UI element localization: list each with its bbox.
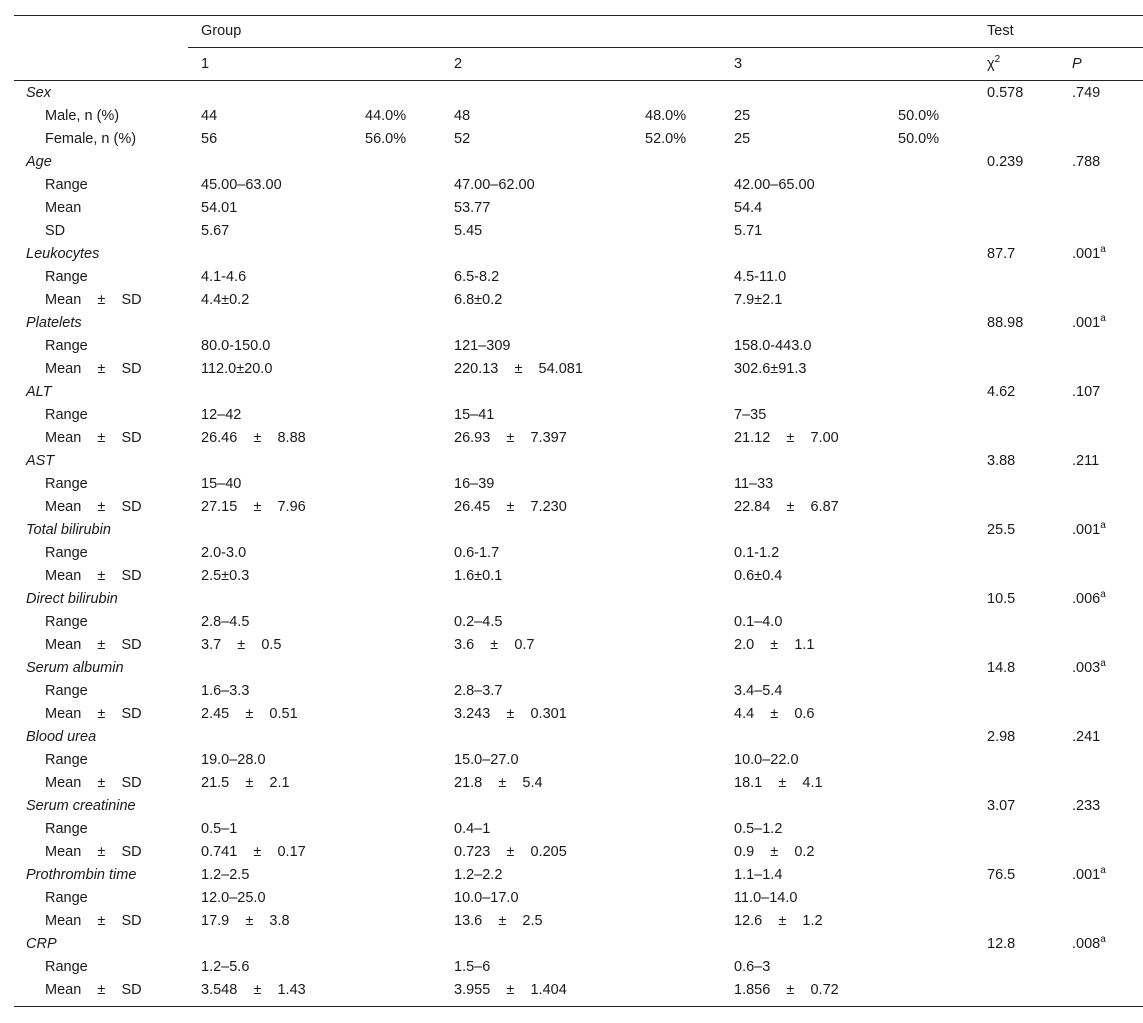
- row-label: Mean ± SD: [45, 775, 142, 791]
- category-label: Prothrombin time: [26, 867, 137, 883]
- chi-square-value: 76.5: [987, 867, 1016, 883]
- chi-square-value: 12.8: [987, 936, 1016, 952]
- group-3-value: 42.00–65.00: [734, 177, 815, 193]
- row-label: Mean ± SD: [45, 499, 142, 515]
- group-1-value: 56: [201, 131, 218, 147]
- group-1-percent: 56.0%: [365, 131, 407, 147]
- group-1-header: 1: [201, 56, 210, 72]
- group-1-value: 44: [201, 108, 218, 124]
- group-1-value: 26.46 ± 8.88: [201, 430, 306, 446]
- group-1-value: 2.0-3.0: [201, 545, 247, 561]
- group-1-value: 12–42: [201, 407, 242, 423]
- category-label: Platelets: [26, 315, 82, 331]
- group-2-value: 1.2–2.2: [454, 867, 503, 883]
- chi-square-value: 88.98: [987, 315, 1024, 331]
- group-3-value: 158.0-443.0: [734, 338, 812, 354]
- group-3-value: 0.9 ± 0.2: [734, 844, 815, 860]
- p-value-number: .001: [1072, 246, 1101, 262]
- group-2-value: 13.6 ± 2.5: [454, 913, 543, 929]
- p-value: [1072, 796, 1100, 816]
- row-label: Range: [45, 752, 88, 768]
- test-header: Test: [987, 23, 1014, 39]
- group-2-value: 15.0–27.0: [454, 752, 519, 768]
- row-label: SD: [45, 223, 66, 239]
- group-3-value: 25: [734, 131, 751, 147]
- group-1-value: 27.15 ± 7.96: [201, 499, 306, 515]
- group-2-value: 3.6 ± 0.7: [454, 637, 535, 653]
- group-3-value: 4.4 ± 0.6: [734, 706, 815, 722]
- row-label: Mean ± SD: [45, 913, 142, 929]
- p-value-number: .003: [1072, 660, 1101, 676]
- row-label: Mean ± SD: [45, 706, 142, 722]
- group-2-value: 3.243 ± 0.301: [454, 706, 567, 722]
- row-label: Mean ± SD: [45, 361, 142, 377]
- group-2-value: 52: [454, 131, 471, 147]
- p-value: [1072, 382, 1100, 402]
- row-label: Range: [45, 959, 88, 975]
- category-label: Total bilirubin: [26, 522, 111, 538]
- row-label: Male, n (%): [45, 108, 120, 124]
- chi-square-value: 87.7: [987, 246, 1016, 262]
- group-1-value: 3.7 ± 0.5: [201, 637, 282, 653]
- p-value-number: .241: [1072, 729, 1101, 745]
- p-value: [1072, 727, 1100, 747]
- group-2-value: 26.45 ± 7.230: [454, 499, 567, 515]
- group-3-value: 22.84 ± 6.87: [734, 499, 839, 515]
- chi-square-value: 14.8: [987, 660, 1016, 676]
- p-value-number: .001: [1072, 522, 1101, 538]
- chi-square-value: 0.239: [987, 154, 1024, 170]
- group-2-value: 220.13 ± 54.081: [454, 361, 583, 377]
- row-label: Mean ± SD: [45, 982, 142, 998]
- group-1-value: 5.67: [201, 223, 230, 239]
- p-value-number: .107: [1072, 384, 1101, 400]
- group-1-value: 112.0±20.0: [201, 361, 273, 377]
- row-label: Range: [45, 338, 88, 354]
- group-3-value: 10.0–22.0: [734, 752, 799, 768]
- row-label: Range: [45, 545, 88, 561]
- group-2-value: 0.6-1.7: [454, 545, 500, 561]
- group-2-value: 1.6±0.1: [454, 568, 503, 584]
- p-value: [1072, 313, 1106, 333]
- group-2-value: 5.45: [454, 223, 483, 239]
- p-value: [1072, 244, 1106, 264]
- significance-marker: a: [1100, 589, 1106, 600]
- header-bottom-rule: [14, 80, 1143, 81]
- group-3-percent: 50.0%: [898, 131, 940, 147]
- p-value: [1072, 589, 1106, 609]
- group-2-percent: 48.0%: [645, 108, 687, 124]
- group-2-value: 10.0–17.0: [454, 890, 519, 906]
- group-1-value: 3.548 ± 1.43: [201, 982, 306, 998]
- chi-square-value: 4.62: [987, 384, 1016, 400]
- group-3-value: 18.1 ± 4.1: [734, 775, 823, 791]
- group-1-value: 4.1-4.6: [201, 269, 247, 285]
- group-2-value: 26.93 ± 7.397: [454, 430, 567, 446]
- p-value-number: .008: [1072, 936, 1101, 952]
- group-2-value: 3.955 ± 1.404: [454, 982, 567, 998]
- row-label: Mean ± SD: [45, 637, 142, 653]
- row-label: Range: [45, 614, 88, 630]
- row-label: Female, n (%): [45, 131, 137, 147]
- category-label: Age: [26, 154, 52, 170]
- significance-marker: a: [1100, 658, 1106, 669]
- group-1-value: 12.0–25.0: [201, 890, 266, 906]
- group-header: Group: [201, 23, 242, 39]
- group-1-value: 21.5 ± 2.1: [201, 775, 290, 791]
- group-2-value: 15–41: [454, 407, 495, 423]
- significance-marker: a: [1100, 865, 1106, 876]
- chi-square-value: 3.07: [987, 798, 1016, 814]
- group-2-header: 2: [454, 56, 463, 72]
- group-3-value: 12.6 ± 1.2: [734, 913, 823, 929]
- bottom-rule: [14, 1006, 1143, 1007]
- group-3-value: 25: [734, 108, 751, 124]
- p-value-number: .001: [1072, 315, 1101, 331]
- row-label: Mean ± SD: [45, 292, 142, 308]
- category-label: CRP: [26, 936, 57, 952]
- group-1-value: 15–40: [201, 476, 242, 492]
- group-3-header: 3: [734, 56, 743, 72]
- significance-marker: a: [1100, 934, 1106, 945]
- group-2-value: 0.723 ± 0.205: [454, 844, 567, 860]
- group-2-value: 48: [454, 108, 471, 124]
- group-1-value: 0.741 ± 0.17: [201, 844, 306, 860]
- top-rule: [14, 15, 1143, 16]
- group-3-value: 11.0–14.0: [734, 890, 798, 906]
- group-3-value: 2.0 ± 1.1: [734, 637, 815, 653]
- group-2-value: 6.5-8.2: [454, 269, 500, 285]
- p-value: [1072, 520, 1106, 540]
- row-label: Range: [45, 177, 88, 193]
- group-1-value: 80.0-150.0: [201, 338, 271, 354]
- p-value-number: .211: [1072, 453, 1100, 469]
- row-label: Range: [45, 407, 88, 423]
- p-value-number: .001: [1072, 867, 1101, 883]
- group-1-value: 45.00–63.00: [201, 177, 282, 193]
- group-2-value: 21.8 ± 5.4: [454, 775, 543, 791]
- group-2-value: 1.5–6: [454, 959, 491, 975]
- p-value-number: .006: [1072, 591, 1101, 607]
- group-2-value: 0.2–4.5: [454, 614, 503, 630]
- group-3-value: 0.5–1.2: [734, 821, 783, 837]
- group-3-value: 302.6±91.3: [734, 361, 807, 377]
- p-value-number: .233: [1072, 798, 1101, 814]
- category-label: Serum albumin: [26, 660, 124, 676]
- p-value: [1072, 934, 1106, 954]
- p-value: [1072, 152, 1100, 172]
- row-label: Mean ± SD: [45, 568, 142, 584]
- row-label: Mean ± SD: [45, 844, 142, 860]
- row-label: Range: [45, 476, 88, 492]
- group-1-value: 2.5±0.3: [201, 568, 250, 584]
- p-value-header: P: [1072, 56, 1082, 72]
- significance-marker: a: [1100, 520, 1106, 531]
- category-label: Blood urea: [26, 729, 97, 745]
- row-label: Range: [45, 269, 88, 285]
- row-label: Range: [45, 890, 88, 906]
- group-3-value: 11–33: [734, 476, 774, 492]
- p-value: [1072, 658, 1106, 678]
- p-value-number: .749: [1072, 85, 1101, 101]
- chi-square-value: 10.5: [987, 591, 1016, 607]
- group-1-value: 1.2–2.5: [201, 867, 250, 883]
- group-1-value: 54.01: [201, 200, 238, 216]
- group-3-value: 4.5-11.0: [734, 269, 787, 285]
- test-underline: [977, 47, 1143, 48]
- group-2-value: 16–39: [454, 476, 495, 492]
- group-2-percent: 52.0%: [645, 131, 687, 147]
- category-label: Leukocytes: [26, 246, 100, 262]
- group-1-value: 4.4±0.2: [201, 292, 250, 308]
- p-value: [1072, 865, 1106, 885]
- group-3-value: 0.1–4.0: [734, 614, 783, 630]
- category-label: Serum creatinine: [26, 798, 136, 814]
- row-label: Mean: [45, 200, 82, 216]
- group-3-value: 7.9±2.1: [734, 292, 783, 308]
- group-3-percent: 50.0%: [898, 108, 940, 124]
- group-3-value: 0.1-1.2: [734, 545, 780, 561]
- p-value-number: .788: [1072, 154, 1101, 170]
- group-1-value: 1.6–3.3: [201, 683, 250, 699]
- group-3-value: 21.12 ± 7.00: [734, 430, 839, 446]
- category-label: Direct bilirubin: [26, 591, 118, 607]
- chi-square-value: 3.88: [987, 453, 1016, 469]
- group-3-value: 0.6–3: [734, 959, 771, 975]
- group-1-value: 2.8–4.5: [201, 614, 250, 630]
- chi-square-value: 25.5: [987, 522, 1016, 538]
- group-3-value: 7–35: [734, 407, 767, 423]
- group-2-value: 2.8–3.7: [454, 683, 503, 699]
- chi-square-value: 0.578: [987, 85, 1024, 101]
- category-label: AST: [26, 453, 55, 469]
- group-2-value: 47.00–62.00: [454, 177, 535, 193]
- group-3-value: 1.856 ± 0.72: [734, 982, 839, 998]
- group-1-value: 0.5–1: [201, 821, 238, 837]
- group-underline: [188, 47, 977, 48]
- row-label: Mean ± SD: [45, 430, 142, 446]
- group-2-value: 6.8±0.2: [454, 292, 503, 308]
- group-1-value: 1.2–5.6: [201, 959, 250, 975]
- group-1-value: 19.0–28.0: [201, 752, 266, 768]
- chi-square-value: 2.98: [987, 729, 1016, 745]
- group-2-value: 0.4–1: [454, 821, 491, 837]
- p-value: [1072, 83, 1100, 103]
- group-1-value: 17.9 ± 3.8: [201, 913, 290, 929]
- group-3-value: 0.6±0.4: [734, 568, 783, 584]
- group-3-value: 1.1–1.4: [734, 867, 783, 883]
- group-1-value: 2.45 ± 0.51: [201, 706, 298, 722]
- group-3-value: 54.4: [734, 200, 763, 216]
- row-label: Range: [45, 683, 88, 699]
- group-3-value: 5.71: [734, 223, 763, 239]
- group-1-percent: 44.0%: [365, 108, 407, 124]
- group-2-value: 53.77: [454, 200, 491, 216]
- category-label: Sex: [26, 85, 51, 101]
- group-2-value: 121–309: [454, 338, 511, 354]
- group-3-value: 3.4–5.4: [734, 683, 783, 699]
- significance-marker: a: [1100, 244, 1106, 255]
- significance-marker: a: [1100, 313, 1106, 324]
- row-label: Range: [45, 821, 88, 837]
- p-value: [1072, 451, 1099, 471]
- category-label: ALT: [26, 384, 52, 400]
- chi-square-header: $\chi^2$: [987, 54, 1001, 72]
